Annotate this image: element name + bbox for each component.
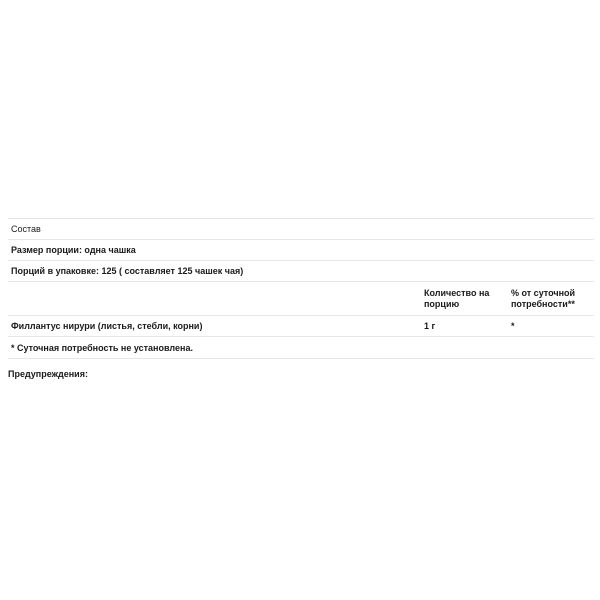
table-row — [8, 315, 594, 336]
ingredient-daily-value: * — [511, 321, 515, 331]
serving-size: Размер порции: одна чашка — [11, 245, 136, 255]
ingredient-amount: 1 г — [424, 321, 436, 331]
serving-size-row — [8, 239, 594, 260]
ingredient-name: Филлантус нирури (листья, стебли, корни) — [11, 321, 203, 331]
supplement-facts-table — [8, 218, 594, 359]
header-daily-value: % от суточной потребности** — [511, 287, 576, 309]
table-header-row — [8, 281, 594, 315]
facts-title-row — [8, 218, 594, 239]
warnings-heading: Предупреждения: — [8, 369, 88, 379]
servings-per-container-row — [8, 260, 594, 281]
footnote-row — [8, 336, 594, 359]
servings-per-container: Порций в упаковке: 125 ( составляет 125 чашек чая) — [11, 266, 244, 276]
header-amount: Количество на порцию — [424, 287, 490, 309]
facts-title: Состав — [11, 224, 41, 234]
footnote: * Суточная потребность не установлена. — [11, 342, 193, 353]
